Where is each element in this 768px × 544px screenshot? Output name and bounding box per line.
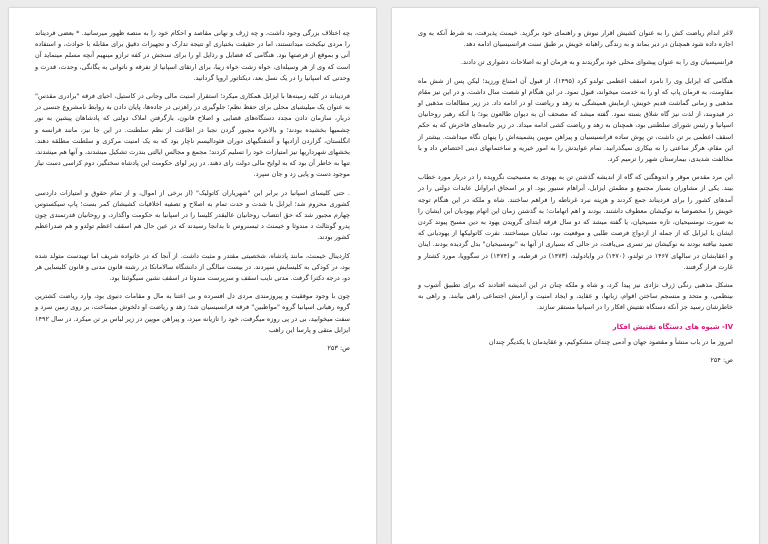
page-number: ص: ۲۵۴ xyxy=(710,356,733,365)
paragraph: هنگامی که ایزابل وی را نامزد اسقف اعظمی تولدو کرد (۱۴۹۵)، از قبول آن امتناع ورزید؛ لیکن پس از شش ماه مقاومت، به فرمان پاپ که او را به خدمت میخواند، قبول نمود. در این هنگام او شصت سال داشت، و در این نیز مقام مذهبی و زمانی گماشت قدیم خویش، ازمایش همیشگی به زهد و ریاضت او در ادامه داد. در زیر مطالعات مذهبی او در قیدوبند، از لذت نیز گاه شلاق بسته نمود. گفته میشد که مصحف آن به دیوان طالعون بود؛ با آنکه رهبر روحانیان اسپانیا و رئیس شورای سلطنتی بود، همچنان به زهد و ریاضت کشی ادامه میداد. در زیر جامه‌های فاخرش که به حکم اسقف اعظمی بر تن داشت، تن پوش ساده فرانسیسیان و پیراهن مویین پشمینه‌اش را پنهان نگاه میداشت. بیشتر از این مقام، هرگز ساعتی را به بیکاری نمیگذرانید. تمام عوایدش را به امور خیریه و ساختمانهای دینی اختصاص داد و با مخالفت شدیدی، بیمارستان شهر را ترمیم کرد. xyxy=(418,76,733,164)
paragraph: این مرد مقدس موقر و اندوهگنی که گاه از اندیشه گذشتن تن به یهودی به مسیحیت نگرویده را در دربار مورد خطاب بیند. یکی از مشاوران بسیار مجتمع و مطمئن ایزابل، آبراهام سنیور بود. او بر اسحاق ابراوانل عایدات دولتی را در آمدهای کشور را برای فردیناند جمع کردند و هزینه نبرد غرناطه را فراهم ساختند. شاه و ملکه در این هنگام توجه خویش را مخصوصا به نوکیشان معطوف داشتند. بودند و اهم اتهامات؛ به گذشتن زمان این اتهام یهودیان این ایشان را به صورت نومسیحیان، تازه مسیحیان، یا گفته میشد که دو سال فرقه ابتدای گرویدن یهود به دین مسیح پیوند کردن ایشان با ایزابل که از جمله از ازدواج فرصت طلبی و موقعیت بود، نمایان میساختند. نفرت کاتولیکها از یهودیانی که تعمید نیافته بودند به نوکیشان نیز تسری می‌یافت، در حالی که بسیاری از آنها به "نومسیحیان" بدل گردیده بودند. اینان و اعقابشان در سالهای ۱۴۶۷ در تولدو، (۱۴۷۰) در وایادولید، (۱۴۷۳) در قرطبه، و (۱۴۷۴) در سگوویا، مورد کشتار و غارت قرار گرفتند. xyxy=(418,173,733,271)
page-left xyxy=(9,8,376,544)
paragraph: کاردینال خیمنث، مانند پادشاه، شخصیتی مقتدر و مثبت داشت. از آنجا که در خانواده شریف اما تهیدست متولد شده بود، در کودکی به کلیسایش سپردند. در بیست سالگی از دانشگاه سالامانکا در رشته قانون مدنی و قانون کلیسایی هر دو، درجه دکترا گرفت. مدتی نایب اسقف و سرپرست مندوثا در اسقف نشین سیگوئنثا بود. xyxy=(35,251,350,283)
paragraph: فرانسیسیان وی را به عنوان پیشوای محلی خود برگزیدند و به فرمان او به اصلاحات دشواری تن دادند. xyxy=(460,58,733,67)
page-number: ص: ۲۵۳ xyxy=(327,344,350,353)
section-heading: IV- شیوه های دستگاه تفتیش افکار xyxy=(612,322,733,331)
paragraph: فردیناند در کلیه زمینه‌ها با ایزابل همکاری میکرد؛ استقرار امنیت مالی وجانی در کاستیل، احیای فرقه "برادری مقدس" به عنوان یک میلیشیای محلی برای حفظ نظم؛ جلوگیری در راهزنی در جاده‌ها، پایان دادن به روابط نامشروع جنسی در دربار، سازمان دادن مجدد دستگاه‌های قضایی و اصلاح قانون، بازگرفتن املاک دولتی که پادشاهان پیشین به نور چشمیها بخشیده بودند؛ و بالاخره مجبور گردن نجبا در اطاعت از نظم سلطنت. در این جا نیز، مانند فرانسه و انگلستان، گزاردن آزادیها و آشفتگیهای دوران فئودالیسم ناچار بود که به یک امنیت مرکزی و سلطنت مطلقه دهند. بخشهای شهرداریها نیز امتیازات خود را تسلیم کردند؛ مجمع و مجالس ایالتی بندرت تشکیل میشدند، و آنها هم میشدند، تنها به خاطر آن بود که به لوایح مالی دولت رای دهند. در زیر لوای حکومت این پادشاه سختگیر، دوم کراسی دست نیاز موجود دست و پایی زد و جان سپرد. xyxy=(35,92,350,179)
paragraph: . حتی کلیسای اسپانیا در برابر این "شهریاران کاتولیک" (از برخی از اموال، و از تمام حقوق و امتیازات داردسی کشوری محروم شد؛ ایزابل با شدت و حدت تمام به اصلاح و تصفیه اخلاقیات کشیشان کمر بست؛ پاپ سیکستوس چهارم مجبور شد که حق انتصاب روحانیان عالیقدر کلیسا را در اسپانیا به حکومت واگذارد، و روحانیان قدرتمندی چون پدرو گونثالث د مندوثا و خیمنث د ثیسنروس تا بدانجا رسیدند که در عین حال هم اسقف اعظم تولدو و هم صدراعظم کشور بودند. xyxy=(35,188,350,242)
paragraph: امروز ما در باب منشأ و مقصود جهان و آدمی چندان مشکوکیم، و عقایدمان با یکدیگر چندان xyxy=(488,337,733,346)
page-right xyxy=(392,8,759,544)
paragraph: مشکل مذهبی رنگی ژرف نژادی نیز پیدا کرد، و شاه و ملکه چنان در این اندیشه افتادند که برای تطبیق آشوب و بینظمی، و متحد و منسجم ساختن اقوام، زبانها، و عقاید، و ایجاد امنیت و آرامش اجتماعی راهی بیابند. و راهی به خاطرشان رسید جز آنکه دستگاه تفتیش افکار را در اسپانیا مستقر سازند. xyxy=(418,281,733,312)
page-left-content xyxy=(35,28,350,534)
paragraph: لاغر اندام ریاضت کش را به عنوان کشیش اقرار نیوش و راهنمای خود برگزید. خیمنث پذیرفت، به شرط آنکه به وی اجازه داده شود همچنان در دیر بماند و به زندگی راهبانه خویش بر طبق سنت فرانسیسیان ادامه دهد. xyxy=(418,29,733,49)
paragraph: چه اختلاف بزرگی وجود داشت، و چه ژرف و نهانی مقاصد و احکام خود را به منصه ظهور میرسانید. * بعضی فردیناند را مردی نیکبخت میدانستند، اما در حقیقت بختیاری او نتیجه تدارک و تجهیزات دقیق برای مقابله با حوادث، و استفاده آنی و بموقع از فرصتها بود. هنگامی که فضایل و رذایل او را برای سنجش در کفه ترازو مینهیم آنچه مسلم مینماید آن است که وی از هر وسیله‌ای، خواه زشت خواه زیبا، برای ارتقای اسپانیا از تفرقه و ناتوانی به یگانگی، وحدت، قدرت و وحدتی که اسپانیا را در یک نسل بعد، دیکتاتور اروپا گردانید. xyxy=(35,29,350,82)
paragraph: چون با وجود موفقیت و پیروزمندی مردی دل افسرده و بی اعتنا به مال و مقامات دنیوی بود، وارد ریاضت کشترین گروه رهبانی اسپانیا گروه "مواظبین" فرقه فرانسیسیان شد؛ زهد و ریاضت او دلخوش میساخت، بر روی زمین سرد و سفت میخوابید، بی در پی روزه میگرفت، خود را تازیانه میزد، و پیراهن مویین در زیر لباس بر تن میکرد. در سال ۱۴۹۲ ایزابل متقی و پارسا این راهب xyxy=(35,292,350,334)
page-right-content xyxy=(418,28,733,534)
